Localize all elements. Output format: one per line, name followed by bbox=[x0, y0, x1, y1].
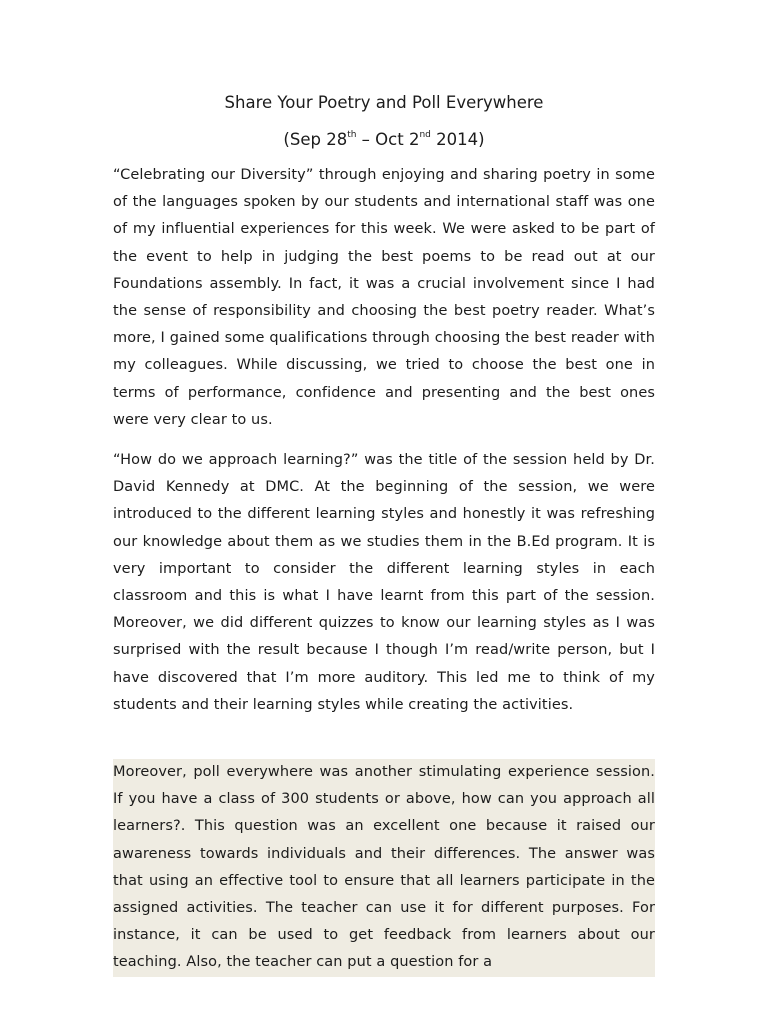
paragraph-poetry: “Celebrating our Diversity” through enjoying and sharing poetry in some of the languages spoken by our students and international staff was one of my influential experiences for this week. We were asked to be part of the event to help in judging the best poems to be read out at our Foundations assembly. In fact, it was a crucial involvement since I had the sense of responsibility and choosing the best poetry reader. What’s more, I gained some qualifications through choosing the best reader with my colleagues. While discussing, we tried to choose the best one in terms of performance, confidence and presenting and the best ones were very clear to us. bbox=[113, 167, 655, 428]
date-range-subtitle bbox=[0, 129, 768, 151]
date-start-suffix: th bbox=[347, 129, 357, 140]
paragraph-learning: “How do we approach learning?” was the title of the session held by Dr. David Kennedy at DMC. At the beginning of the session, we were introduced to the different learning styles and honestly it was refreshing our knowledge about them as we studies them in the B.Ed program. It is very important to consider the different learning styles in each classroom and this is what I have learnt from this part of the session. Moreover, we did different quizzes to know our learning styles as I was surprised with the result because I though I’m read/write person, but I have discovered that I’m more auditory. This led me to think of my students and their learning styles while creating the activities. bbox=[113, 452, 655, 713]
paragraph-poll-everywhere: Moreover, poll everywhere was another stimulating experience session. If you have a class of 300 students or above, how can you approach all learners?. This question was an excellent one because it raised our awareness towards individuals and their differences. The answer was that using an effective tool to ensure that all learners participate in the assigned activities. The teacher can use it for different purposes. For instance, it can be used to get feedback from learners about our teaching. Also, the teacher can put a question for a bbox=[113, 759, 655, 977]
page-title: Share Your Poetry and Poll Everywhere bbox=[224, 93, 544, 112]
date-end-suffix: nd bbox=[419, 129, 431, 140]
date-start: (Sep 28 bbox=[283, 130, 348, 149]
date-end: 2014) bbox=[430, 130, 485, 149]
date-middle: – Oct 2 bbox=[356, 130, 420, 149]
